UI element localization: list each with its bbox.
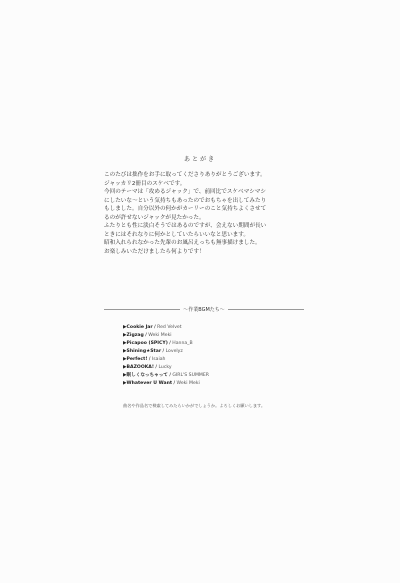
- body-line: このたびは拙作をお手に取ってくださりありがとうございます。: [104, 172, 266, 178]
- song-artist: Weki Meki: [176, 381, 200, 386]
- list-item: ▶BAZOOKA! / Lucky: [123, 365, 172, 370]
- credits-list: [123, 324, 303, 388]
- credits-footnote: 曲名や作品名で検索してみたらいかがでしょうか。よろしくお願いします。: [123, 403, 266, 408]
- body-line: お楽しみいただけましたら何よりです！: [104, 248, 205, 255]
- list-item: ▶Picapoo (SPICY) / Hanna_B: [123, 341, 193, 346]
- song-artist: Hanna_B: [172, 341, 193, 346]
- list-item: ▶Cookie Jar / Red Velvet: [123, 325, 182, 330]
- credits-header: [104, 306, 304, 313]
- body-line: ふたりとも性に淡白そうではあるのですが、会えない期間が長い: [104, 223, 267, 229]
- song-title: Picapoo (SPICY): [126, 341, 168, 346]
- song-title: Cookie Jar: [126, 325, 153, 330]
- song-title: Perfect!: [126, 357, 148, 362]
- list-item: ▶眠しくなっちゃって / GIRL'S SUMMER: [123, 373, 209, 378]
- divider: [228, 309, 304, 310]
- body-line: るのが許せないジャックが見たかった。: [104, 214, 205, 221]
- song-artist: Weki Meki: [148, 333, 172, 338]
- song-title: 眠しくなっちゃって: [126, 373, 168, 378]
- song-title: BAZOOKA!: [126, 365, 154, 370]
- credits-title: 〜作業BGMたち〜: [183, 307, 225, 313]
- afterword-body: [104, 171, 304, 256]
- song-title: Zigzag: [126, 333, 144, 338]
- body-line: もしました。自分以外の何かがカーリーのこと気持ちよくさせて: [104, 206, 267, 212]
- body-line: ときにはそれなりに何かとしていたらいいなと思います。: [104, 231, 249, 238]
- list-item: ▶Perfect! / Isaiah: [123, 357, 166, 362]
- song-artist: GIRL'S SUMMER: [172, 373, 209, 378]
- body-line: 今回のテーマは「攻めるジャック」で、前回比でスケベマシマシ: [104, 189, 266, 195]
- list-item: ▶Zigzag / Weki Meki: [123, 333, 172, 338]
- song-artist: Red Velvet: [157, 325, 182, 330]
- song-title: Whatever U Want: [126, 381, 173, 386]
- body-line: にしたいな〜という気持ちもあったのでおもちゃを出してみたり: [104, 197, 267, 204]
- list-item: ▶Whatever U Want / Weki Meki: [123, 381, 200, 386]
- song-artist: Lucky: [158, 365, 172, 370]
- song-artist: Isaiah: [151, 357, 166, 362]
- song-artist: Lovelyz: [165, 349, 183, 354]
- body-line: ジャッカリ2冊目のスケベです。: [104, 180, 186, 187]
- divider: [104, 309, 180, 310]
- list-item: ▶Shining★Star / Lovelyz: [123, 349, 183, 354]
- afterword-heading: あとがき: [183, 156, 216, 163]
- body-line: 昭和入れられなかった先輩のお風呂えっちも無事描けました。: [104, 240, 261, 246]
- song-title: Shining★Star: [126, 349, 162, 354]
